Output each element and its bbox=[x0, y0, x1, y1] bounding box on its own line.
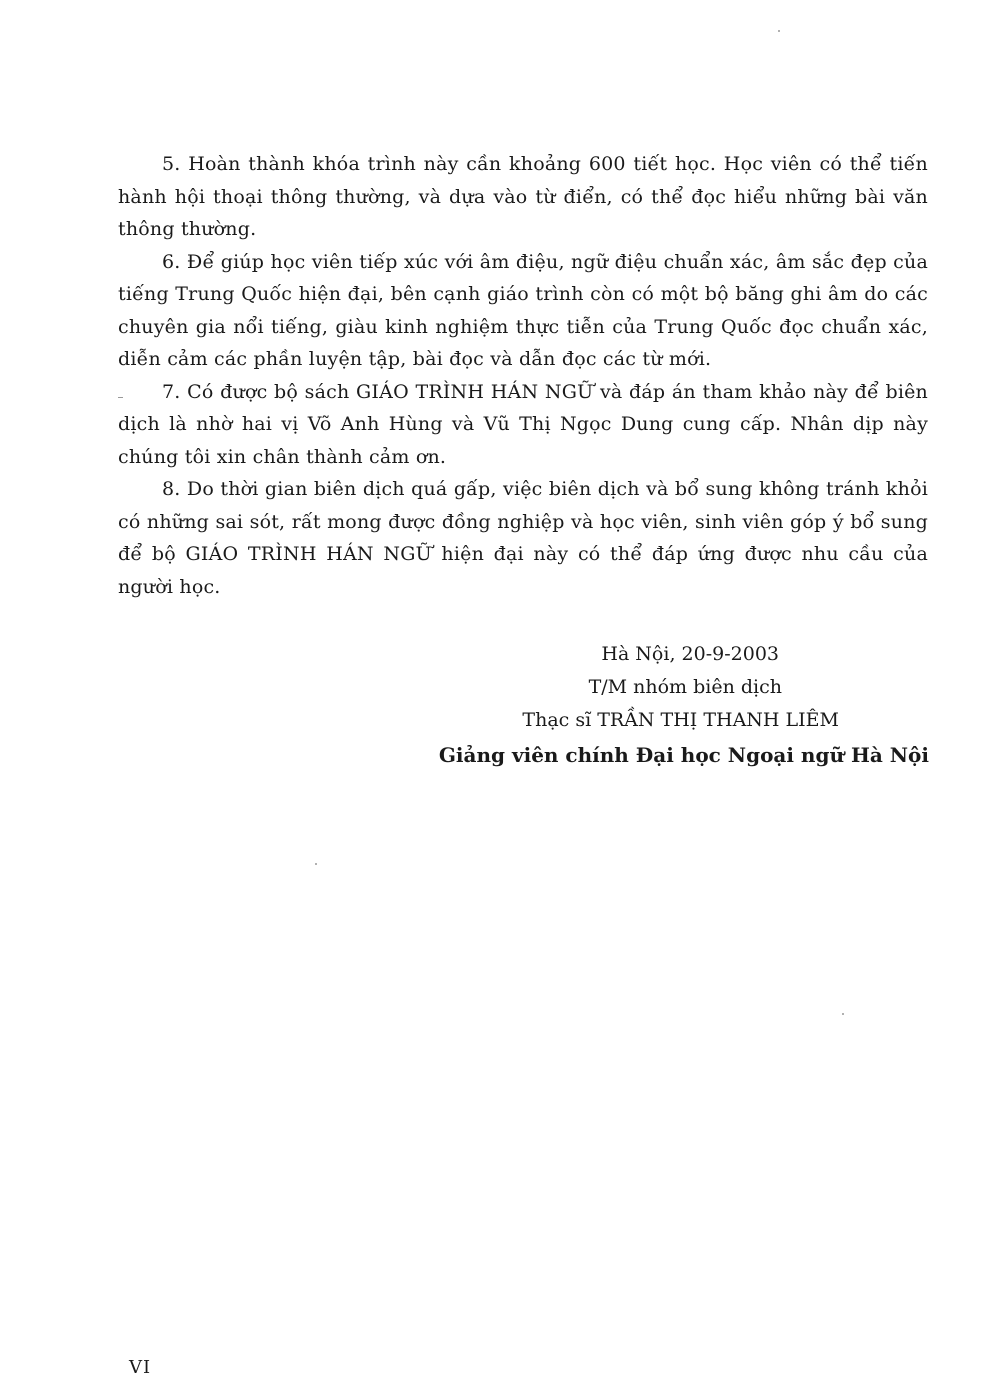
signature-place-date: Hà Nội, 20-9-2003 bbox=[601, 643, 779, 665]
paragraph-7: 7. Có được bộ sách GIÁO TRÌNH HÁN NGỮ và đáp án tham khảo này để biên dịch là nhờ hai vị Võ Anh Hùng và Vũ Thị Ngọc Dung cung cấp. Nhân dịp này chúng tôi xin chân thành cảm ơn. bbox=[118, 380, 928, 468]
signature-title: Giảng viên chính Đại học Ngoại ngữ Hà Nội bbox=[438, 743, 929, 767]
signature-author: Thạc sĩ TRẦN THỊ THANH LIÊM bbox=[522, 709, 839, 731]
paragraph-5: 5. Hoàn thành khóa trình này cần khoảng 600 tiết học. Học viên có thể tiến hành hội thoại thông thường, và dựa vào từ điển, có thể đọc hiểu những bài văn thông thường. bbox=[118, 153, 928, 240]
paragraph-8: 8. Do thời gian biên dịch quá gấp, việc biên dịch và bổ sung không tránh khỏi có những sai sót, rất mong được đồng nghiệp và học viên, sinh viên góp ý bổ sung để bộ GIÁO TRÌNH HÁN NGỮ hiện đại này có thể đáp ứng được nhu cầu của người học. bbox=[118, 478, 928, 598]
signature-block bbox=[369, 638, 929, 772]
scan-speck bbox=[315, 863, 317, 865]
body-text bbox=[118, 148, 928, 603]
signature-group: T/M nhóm biên dịch bbox=[588, 676, 782, 698]
paragraph-6: 6. Để giúp học viên tiếp xúc với âm điệu, ngữ điệu chuẩn xác, âm sắc đẹp của tiếng Trung Quốc hiện đại, bên cạnh giáo trình còn có một bộ băng ghi âm do các chuyên gia nổi tiếng, giàu kinh nghiệm thực tiễn của Trung Quốc đọc chuẩn xác, diễn cảm các phần luyện tập, bài đọc và dẫn đọc các từ mới. bbox=[118, 250, 928, 370]
scan-speck bbox=[842, 1013, 844, 1015]
scan-speck bbox=[118, 397, 123, 398]
scan-speck bbox=[778, 30, 780, 32]
page-number: VI bbox=[129, 1357, 152, 1378]
